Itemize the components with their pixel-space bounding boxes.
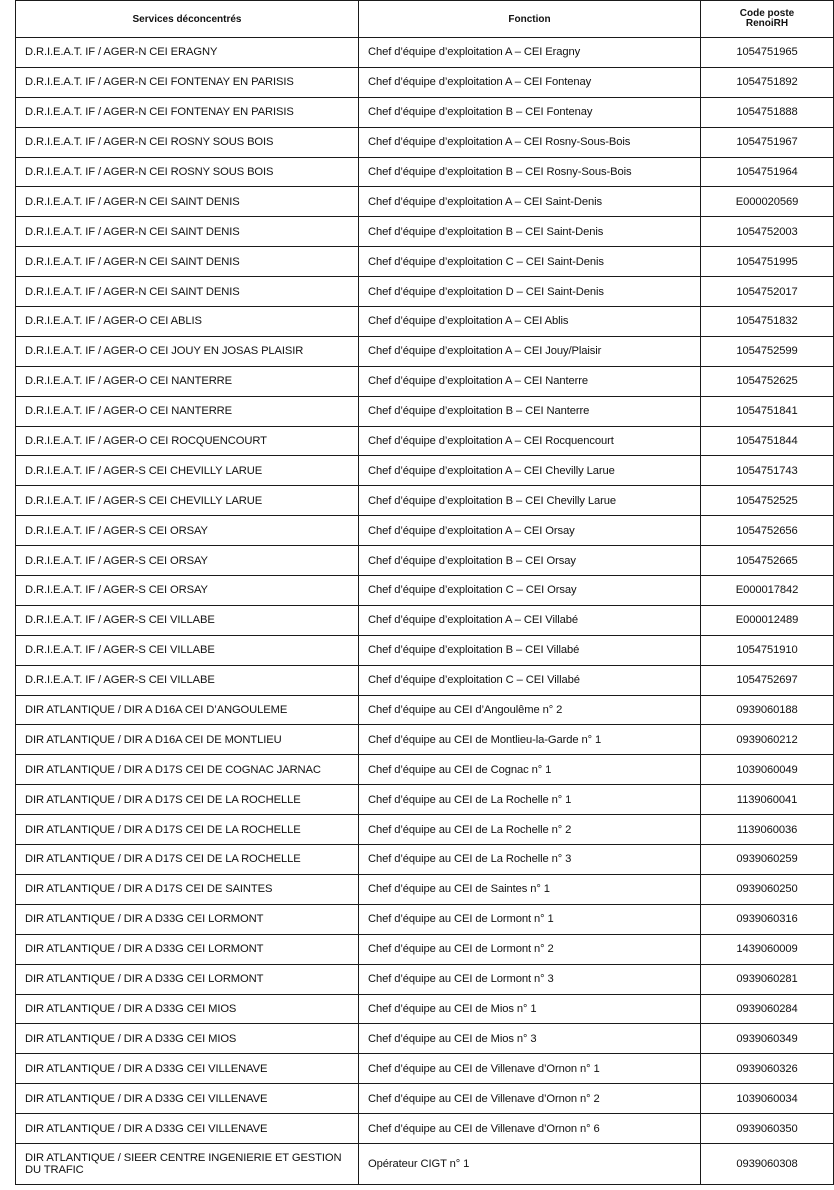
service-cell: DIR ATLANTIQUE / DIR A D33G CEI LORMONT [16, 964, 359, 994]
service-cell: DIR ATLANTIQUE / DIR A D33G CEI LORMONT [16, 904, 359, 934]
table-row [16, 785, 834, 815]
service-cell: D.R.I.E.A.T. IF / AGER-O CEI NANTERRE [16, 396, 359, 426]
fonction-cell: Opérateur CIGT n° 1 [359, 1143, 701, 1184]
service-cell: DIR ATLANTIQUE / DIR A D17S CEI DE COGNAC JARNAC [16, 755, 359, 785]
code-poste-cell: 1054751995 [701, 247, 834, 277]
fonction-cell: Chef d’équipe d’exploitation B – CEI Nanterre [359, 396, 701, 426]
table-row [16, 307, 834, 337]
service-cell: D.R.I.E.A.T. IF / AGER-S CEI ORSAY [16, 576, 359, 606]
table-row [16, 366, 834, 396]
service-cell: D.R.I.E.A.T. IF / AGER-O CEI JOUY EN JOSAS PLAISIR [16, 336, 359, 366]
service-cell: DIR ATLANTIQUE / DIR A D17S CEI DE LA ROCHELLE [16, 845, 359, 875]
service-cell: DIR ATLANTIQUE / DIR A D33G CEI VILLENAVE [16, 1054, 359, 1084]
fonction-cell: Chef d’équipe au CEI de La Rochelle n° 1 [359, 785, 701, 815]
code-poste-cell: 1039060049 [701, 755, 834, 785]
service-cell: D.R.I.E.A.T. IF / AGER-O CEI ABLIS [16, 307, 359, 337]
table-row [16, 725, 834, 755]
code-poste-cell: 1054752697 [701, 665, 834, 695]
code-poste-cell: 1139060041 [701, 785, 834, 815]
code-poste-cell: 0939060259 [701, 845, 834, 875]
fonction-cell: Chef d’équipe d’exploitation D – CEI Saint-Denis [359, 277, 701, 307]
table-row [16, 157, 834, 187]
code-poste-cell: 1054751888 [701, 97, 834, 127]
table-row [16, 815, 834, 845]
code-poste-cell: 0939060316 [701, 904, 834, 934]
table-row [16, 97, 834, 127]
fonction-cell: Chef d’équipe au CEI de Lormont n° 2 [359, 934, 701, 964]
table-row [16, 127, 834, 157]
service-cell: D.R.I.E.A.T. IF / AGER-N CEI SAINT DENIS [16, 217, 359, 247]
service-cell: D.R.I.E.A.T. IF / AGER-N CEI FONTENAY EN PARISIS [16, 97, 359, 127]
code-poste-cell: 0939060212 [701, 725, 834, 755]
code-poste-cell: 0939060350 [701, 1114, 834, 1144]
fonction-cell: Chef d’équipe au CEI de Villenave d’Ornon n° 1 [359, 1054, 701, 1084]
table-row [16, 1054, 834, 1084]
code-poste-cell: 1139060036 [701, 815, 834, 845]
service-cell: DIR ATLANTIQUE / DIR A D33G CEI MIOS [16, 1024, 359, 1054]
service-cell: D.R.I.E.A.T. IF / AGER-S CEI ORSAY [16, 516, 359, 546]
fonction-cell: Chef d’équipe au CEI de Villenave d’Ornon n° 2 [359, 1084, 701, 1114]
service-cell: D.R.I.E.A.T. IF / AGER-N CEI SAINT DENIS [16, 187, 359, 217]
fonction-cell: Chef d’équipe d’exploitation B – CEI Saint-Denis [359, 217, 701, 247]
fonction-cell: Chef d’équipe au CEI de La Rochelle n° 3 [359, 845, 701, 875]
fonction-cell: Chef d’équipe d’exploitation B – CEI Orsay [359, 546, 701, 576]
table-row [16, 1084, 834, 1114]
service-cell: DIR ATLANTIQUE / DIR A D33G CEI VILLENAVE [16, 1084, 359, 1114]
fonction-cell: Chef d’équipe d’exploitation A – CEI Fontenay [359, 67, 701, 97]
code-poste-cell: 1054752625 [701, 366, 834, 396]
code-poste-cell: E000012489 [701, 605, 834, 635]
table-row [16, 217, 834, 247]
table-row [16, 396, 834, 426]
table-row [16, 874, 834, 904]
code-poste-cell: 1054751844 [701, 426, 834, 456]
table-row [16, 994, 834, 1024]
service-cell: D.R.I.E.A.T. IF / AGER-N CEI FONTENAY EN PARISIS [16, 67, 359, 97]
service-cell: D.R.I.E.A.T. IF / AGER-S CEI VILLABE [16, 605, 359, 635]
table-row [16, 605, 834, 635]
fonction-cell: Chef d’équipe d’exploitation B – CEI Chevilly Larue [359, 486, 701, 516]
table-row [16, 1114, 834, 1144]
service-cell: D.R.I.E.A.T. IF / AGER-N CEI SAINT DENIS [16, 247, 359, 277]
fonction-cell: Chef d’équipe d’exploitation A – CEI Chevilly Larue [359, 456, 701, 486]
code-poste-cell: 0939060188 [701, 695, 834, 725]
table-row [16, 576, 834, 606]
code-poste-cell: 1054752003 [701, 217, 834, 247]
service-cell: D.R.I.E.A.T. IF / AGER-N CEI ROSNY SOUS BOIS [16, 157, 359, 187]
fonction-cell: Chef d’équipe d’exploitation B – CEI Rosny-Sous-Bois [359, 157, 701, 187]
service-cell: DIR ATLANTIQUE / SIEER CENTRE INGENIERIE ET GESTION DU TRAFIC [16, 1143, 359, 1184]
header-code-poste [701, 1, 834, 38]
fonction-cell: Chef d’équipe au CEI de Mios n° 3 [359, 1024, 701, 1054]
fonction-cell: Chef d’équipe au CEI de Lormont n° 3 [359, 964, 701, 994]
service-cell: DIR ATLANTIQUE / DIR A D17S CEI DE SAINTES [16, 874, 359, 904]
fonction-cell: Chef d’équipe d’exploitation A – CEI Saint-Denis [359, 187, 701, 217]
service-cell: DIR ATLANTIQUE / DIR A D17S CEI DE LA ROCHELLE [16, 785, 359, 815]
code-poste-cell: 1054751964 [701, 157, 834, 187]
table-header-row [16, 1, 834, 38]
fonction-cell: Chef d’équipe d’exploitation A – CEI Rosny-Sous-Bois [359, 127, 701, 157]
code-poste-cell: 1054752665 [701, 546, 834, 576]
code-poste-cell: 1054751841 [701, 396, 834, 426]
service-cell: DIR ATLANTIQUE / DIR A D16A CEI D’ANGOULEME [16, 695, 359, 725]
table-body [16, 38, 834, 1185]
fonction-cell: Chef d’équipe au CEI de Cognac n° 1 [359, 755, 701, 785]
table-row [16, 665, 834, 695]
service-cell: D.R.I.E.A.T. IF / AGER-O CEI ROCQUENCOURT [16, 426, 359, 456]
table-row [16, 67, 834, 97]
fonction-cell: Chef d’équipe au CEI d’Angoulême n° 2 [359, 695, 701, 725]
header-services: Services déconcentrés [16, 1, 359, 38]
service-cell: D.R.I.E.A.T. IF / AGER-S CEI ORSAY [16, 546, 359, 576]
service-cell: D.R.I.E.A.T. IF / AGER-S CEI CHEVILLY LARUE [16, 456, 359, 486]
service-cell: DIR ATLANTIQUE / DIR A D33G CEI MIOS [16, 994, 359, 1024]
code-poste-cell: 0939060326 [701, 1054, 834, 1084]
fonction-cell: Chef d’équipe d’exploitation A – CEI Ablis [359, 307, 701, 337]
table-row [16, 1024, 834, 1054]
table-row [16, 695, 834, 725]
code-poste-cell: 1054751892 [701, 67, 834, 97]
fonction-cell: Chef d’équipe d’exploitation B – CEI Villabé [359, 635, 701, 665]
fonction-cell: Chef d’équipe d’exploitation A – CEI Nanterre [359, 366, 701, 396]
fonction-cell: Chef d’équipe d’exploitation A – CEI Rocquencourt [359, 426, 701, 456]
table-row [16, 904, 834, 934]
service-cell: D.R.I.E.A.T. IF / AGER-S CEI CHEVILLY LARUE [16, 486, 359, 516]
fonction-cell: Chef d’équipe d’exploitation A – CEI Orsay [359, 516, 701, 546]
code-poste-cell: 0939060250 [701, 874, 834, 904]
code-poste-cell: 1054752525 [701, 486, 834, 516]
service-cell: D.R.I.E.A.T. IF / AGER-S CEI VILLABE [16, 665, 359, 695]
fonction-cell: Chef d’équipe d’exploitation C – CEI Villabé [359, 665, 701, 695]
code-poste-cell: 1054751743 [701, 456, 834, 486]
table-row [16, 964, 834, 994]
code-poste-cell: 1054751832 [701, 307, 834, 337]
service-cell: DIR ATLANTIQUE / DIR A D16A CEI DE MONTLIEU [16, 725, 359, 755]
code-poste-cell: 1039060034 [701, 1084, 834, 1114]
fonction-cell: Chef d’équipe d’exploitation C – CEI Orsay [359, 576, 701, 606]
service-cell: D.R.I.E.A.T. IF / AGER-O CEI NANTERRE [16, 366, 359, 396]
table-row [16, 38, 834, 68]
table-row [16, 486, 834, 516]
table-row [16, 635, 834, 665]
postes-table [15, 0, 834, 1185]
service-cell: D.R.I.E.A.T. IF / AGER-N CEI SAINT DENIS [16, 277, 359, 307]
code-poste-cell: 1054752656 [701, 516, 834, 546]
table-row [16, 755, 834, 785]
table-row [16, 187, 834, 217]
fonction-cell: Chef d’équipe au CEI de Montlieu-la-Garde n° 1 [359, 725, 701, 755]
code-poste-cell: 1439060009 [701, 934, 834, 964]
code-poste-cell: 0939060281 [701, 964, 834, 994]
fonction-cell: Chef d’équipe d’exploitation C – CEI Saint-Denis [359, 247, 701, 277]
service-cell: DIR ATLANTIQUE / DIR A D33G CEI VILLENAVE [16, 1114, 359, 1144]
code-poste-cell: 1054752017 [701, 277, 834, 307]
table-row [16, 845, 834, 875]
service-cell: D.R.I.E.A.T. IF / AGER-N CEI ROSNY SOUS BOIS [16, 127, 359, 157]
fonction-cell: Chef d’équipe au CEI de Lormont n° 1 [359, 904, 701, 934]
fonction-cell: Chef d’équipe au CEI de Mios n° 1 [359, 994, 701, 1024]
code-poste-cell: E000017842 [701, 576, 834, 606]
service-cell: DIR ATLANTIQUE / DIR A D33G CEI LORMONT [16, 934, 359, 964]
fonction-cell: Chef d’équipe d’exploitation A – CEI Eragny [359, 38, 701, 68]
service-cell: D.R.I.E.A.T. IF / AGER-N CEI ERAGNY [16, 38, 359, 68]
fonction-cell: Chef d’équipe d’exploitation A – CEI Jouy/Plaisir [359, 336, 701, 366]
code-poste-cell: 1054751965 [701, 38, 834, 68]
table-row [16, 1143, 834, 1184]
fonction-cell: Chef d’équipe au CEI de La Rochelle n° 2 [359, 815, 701, 845]
header-fonction: Fonction [359, 1, 701, 38]
table-row [16, 456, 834, 486]
table-row [16, 277, 834, 307]
table-row [16, 516, 834, 546]
table-row [16, 546, 834, 576]
code-poste-cell: E000020569 [701, 187, 834, 217]
table-row [16, 426, 834, 456]
table-row [16, 336, 834, 366]
code-poste-cell: 0939060308 [701, 1143, 834, 1184]
code-poste-cell: 1054752599 [701, 336, 834, 366]
code-poste-cell: 1054751967 [701, 127, 834, 157]
header-code-line1: Code poste [739, 8, 795, 19]
service-cell: D.R.I.E.A.T. IF / AGER-S CEI VILLABE [16, 635, 359, 665]
table-row [16, 247, 834, 277]
fonction-cell: Chef d’équipe d’exploitation B – CEI Fontenay [359, 97, 701, 127]
service-cell: DIR ATLANTIQUE / DIR A D17S CEI DE LA ROCHELLE [16, 815, 359, 845]
code-poste-cell: 0939060284 [701, 994, 834, 1024]
fonction-cell: Chef d’équipe au CEI de Villenave d’Ornon n° 6 [359, 1114, 701, 1144]
table-row [16, 934, 834, 964]
fonction-cell: Chef d’équipe d’exploitation A – CEI Villabé [359, 605, 701, 635]
code-poste-cell: 1054751910 [701, 635, 834, 665]
code-poste-cell: 0939060349 [701, 1024, 834, 1054]
fonction-cell: Chef d’équipe au CEI de Saintes n° 1 [359, 874, 701, 904]
header-code-line2: RenoiRH [745, 18, 789, 29]
